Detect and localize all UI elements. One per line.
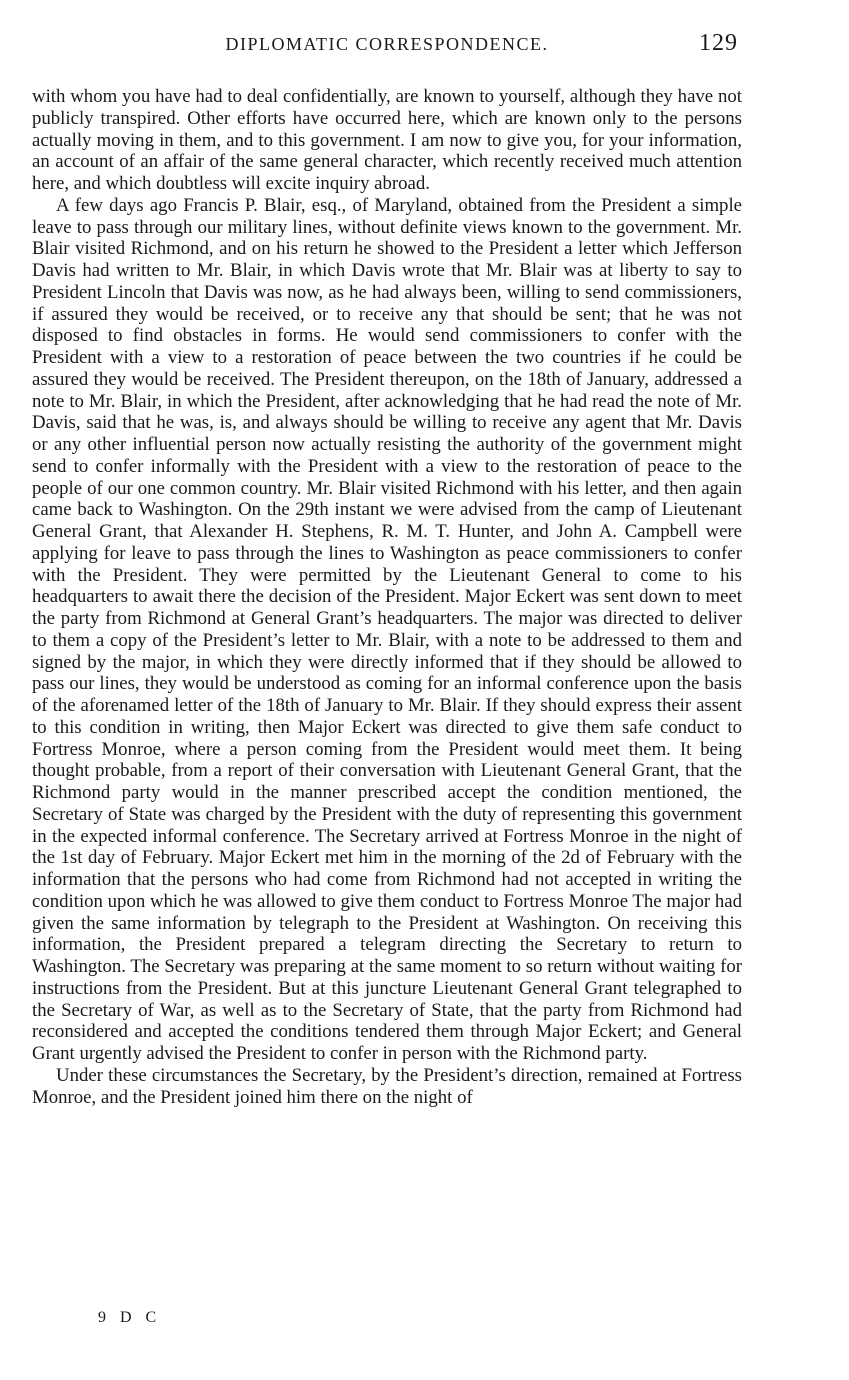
printer-signature-mark: 9 D C [98,1309,162,1326]
paragraph-fortress-monroe: Under these circumstances the Secretary, by the President’s direction, remained at Fortress Monroe, and the President joined him there on the night of [32,1064,742,1108]
document-page [32,30,742,1108]
running-header [32,30,742,60]
running-title: DIPLOMATIC CORRESPONDENCE. [225,34,549,54]
paragraph-blair-mission: A few days ago Francis P. Blair, esq., of Maryland, obtained from the President a simple leave to pass through our military lines, without definite views known to the government. Mr. Blair visited Richmond, and on his return he showed to the President a letter which Jefferson Davis had written to Mr. Blair, in which Davis wrote that Mr. Blair was at liberty to say to President Lincoln that Davis was now, as he had always been, willing to send commissioners, if assured they would be received, or to receive any that should be sent; that he was not disposed to find obstacles in forms. He would send commissioners to confer with the President with a view to a restoration of peace between the two countries if he could be assured they would be received. The President thereupon, on the 18th of January, addressed a note to Mr. Blair, in which the President, after acknowledging that he had read the note of Mr. Davis, said that he was, is, and always should be willing to receive any agent that Mr. Davis or any other influential person now actually resisting the authority of the government might send to confer informally with the President with a view to the restoration of peace to the people of our one common country. Mr. Blair visited Richmond with his letter, and then again came back to Washington. On the 29th instant we were advised from the camp of Lieutenant General Grant, that Alexander H. Stephens, R. M. T. Hunter, and John A. Campbell were applying for leave to pass through the lines to Washington as peace commissioners to confer with the President. They were permitted by the Lieutenant General to come to his headquarters to await there the decision of the President. Major Eckert was sent down to meet the party from Richmond at General Grant’s headquarters. The major was directed to deliver to them a copy of the President’s letter to Mr. Blair, with a note to be addressed to them and signed by the major, in which they were directly informed that if they should be allowed to pass our lines, they would be understood as coming for an informal conference upon the basis of the aforenamed letter of the 18th of January to Mr. Blair. If they should express their assent to this condition in writing, then Major Eckert was directed to give them safe conduct to Fortress Monroe, where a person coming from the President would meet them. It being thought probable, from a report of their conversation with Lieutenant General Grant, that the Richmond party would in the manner prescribed accept the condition mentioned, the Secretary of State was charged by the President with the duty of representing this government in the expected informal conference. The Secretary arrived at Fortress Monroe in the night of the 1st day of February. Major Eckert met him in the morning of the 2d of February with the information that the persons who had come from Richmond had not accepted in writing the condition upon which he was allowed to give them conduct to Fortress Monroe The major had given the same information by telegraph to the President at Washington. On receiving this information, the President prepared a telegram directing the Secretary to return to Washington. The Secretary was preparing at the same moment to so return without waiting for instructions from the President. But at this juncture Lieutenant General Grant telegraphed to the Secretary of War, as well as to the Secretary of State, that the party from Richmond had reconsidered and accepted the conditions tendered them through Major Eckert; and General Grant urgently advised the President to confer in person with the Richmond party. [32,194,742,1064]
paragraph-continuation: with whom you have had to deal confidentially, are known to yourself, although they have not publicly transpired. Other efforts have occurred here, which are known only to the persons actually moving in them, and to this government. I am now to give you, for your information, an account of an affair of the same general character, which recently received much attention here, and which doubtless will excite inquiry abroad. [32,86,742,194]
page-number: 129 [699,30,738,56]
body-text [32,86,742,1108]
